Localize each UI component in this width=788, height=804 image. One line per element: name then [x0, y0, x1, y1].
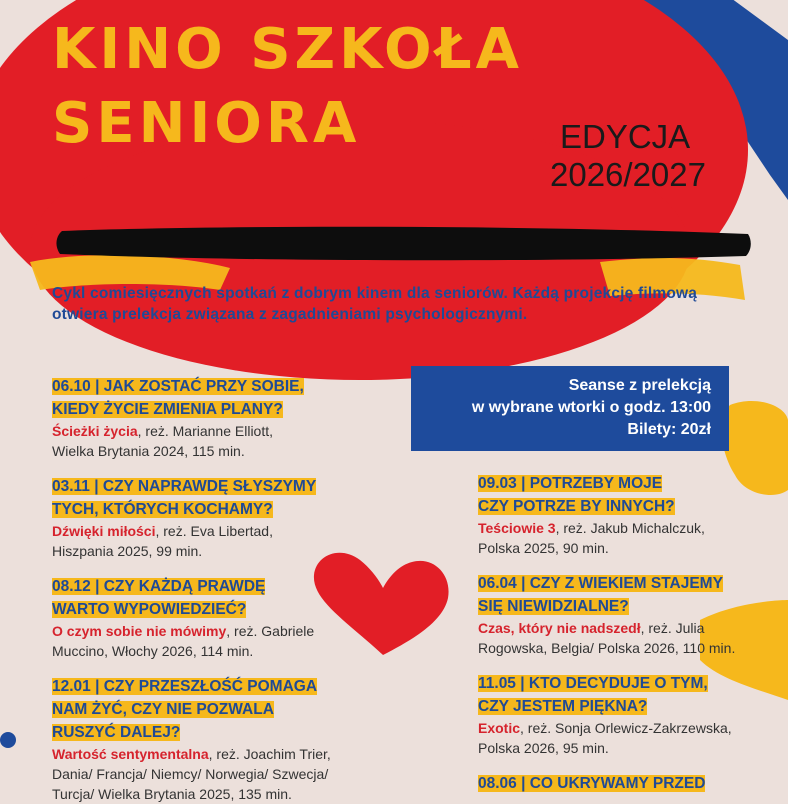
edition-line-1: EDYCJA — [560, 118, 691, 155]
film-details: Muccino, Włochy 2026, 114 min. — [52, 643, 254, 659]
event-heading: SIĘ NIEWIDZIALNE? — [478, 598, 629, 615]
edition-line-2: 2026/2027 — [550, 155, 706, 193]
event-heading: NAM ŻYĆ, CZY NIE POZWALA — [52, 701, 274, 718]
film-director: , reż. Sonja Orlewicz-Zakrzewska, — [520, 720, 732, 736]
info-line-2: w wybrane wtorki o godz. 13:00 — [471, 399, 711, 416]
event-list-right — [478, 472, 778, 795]
event-item — [52, 475, 372, 561]
event-item — [478, 472, 778, 558]
event-heading: TYCH, KTÓRYCH KOCHAMY? — [52, 501, 273, 518]
film-director: , reż. Marianne Elliott, — [137, 423, 274, 439]
info-line-1: Seanse z prelekcją — [568, 377, 711, 394]
film-details: Polska 2025, 90 min. — [478, 540, 609, 556]
info-box — [411, 366, 729, 451]
event-heading: 06.04 | CZY Z WIEKIEM STAJEMY — [478, 575, 723, 592]
event-heading: 08.06 | CO UKRYWAMY PRZED — [478, 775, 706, 792]
redaction-bar — [56, 227, 750, 261]
film-title: Wartość sentymentalna — [52, 746, 209, 762]
event-item — [52, 675, 372, 804]
event-heading: 12.01 | CZY PRZESZŁOŚĆ POMAGA — [52, 678, 318, 695]
event-heading: 03.11 | CZY NAPRAWDĘ SŁYSZYMY — [52, 478, 317, 495]
event-heading: WARTO WYPOWIEDZIEĆ? — [52, 601, 247, 618]
event-heading: 11.05 | KTO DECYDUJE O TYM, — [478, 675, 708, 692]
event-item — [478, 672, 778, 758]
film-details: Turcja/ Wielka Brytania 2025, 135 min. — [52, 786, 292, 802]
event-heading: 08.12 | CZY KAŻDĄ PRAWDĘ — [52, 578, 266, 595]
film-director: , reż. Jakub Michalczuk, — [555, 520, 705, 536]
film-title: Exotic — [478, 720, 521, 736]
film-title: Teściowie 3 — [478, 520, 556, 536]
film-details: Rogowska, Belgia/ Polska 2026, 110 min. — [478, 640, 736, 656]
info-line-3: Bilety: 20zł — [627, 421, 711, 438]
film-title: O czym sobie nie mówimy — [52, 623, 227, 639]
title-line-2: SENIORA — [52, 91, 361, 156]
event-heading: KIEDY ŻYCIE ZMIENIA PLANY? — [52, 401, 283, 418]
event-item — [478, 572, 778, 658]
edition-label — [550, 118, 706, 194]
film-director: , reż. Eva Libertad, — [155, 523, 273, 539]
event-list-left — [52, 375, 372, 804]
event-heading: CZY JESTEM PIĘKNA? — [478, 698, 648, 715]
event-heading: 06.10 | JAK ZOSTAĆ PRZY SOBIE, — [52, 378, 304, 395]
film-title: Ścieżki życia — [52, 423, 138, 439]
event-item — [52, 575, 372, 661]
film-title: Dźwięki miłości — [52, 523, 156, 539]
title-line-1: KINO SZKOŁA — [52, 17, 523, 82]
film-director: , reż. Joachim Trier, — [208, 746, 331, 762]
film-details: Hiszpania 2025, 99 min. — [52, 543, 203, 559]
event-item — [52, 375, 372, 461]
event-heading: RUSZYĆ DALEJ? — [52, 724, 181, 741]
film-details: Polska 2026, 95 min. — [478, 740, 609, 756]
film-director: , reż. Julia — [640, 620, 705, 636]
film-title: Czas, który nie nadszedł — [478, 620, 641, 636]
intro-text: Cykl comiesięcznych spotkań z dobrym kinem dla seniorów. Każdą projekcję filmową otwiera prelekcja związana z zagadnieniami psychologicznymi. — [52, 285, 698, 323]
film-details: Dania/ Francja/ Niemcy/ Norwegia/ Szwecja/ — [52, 766, 329, 782]
event-heading: 09.03 | POTRZEBY MOJE — [478, 475, 663, 492]
film-director: , reż. Gabriele — [226, 623, 315, 639]
page-title — [52, 17, 523, 156]
film-details: Wielka Brytania 2024, 115 min. — [52, 443, 245, 459]
event-heading: CZY POTRZE BY INNYCH? — [478, 498, 675, 515]
